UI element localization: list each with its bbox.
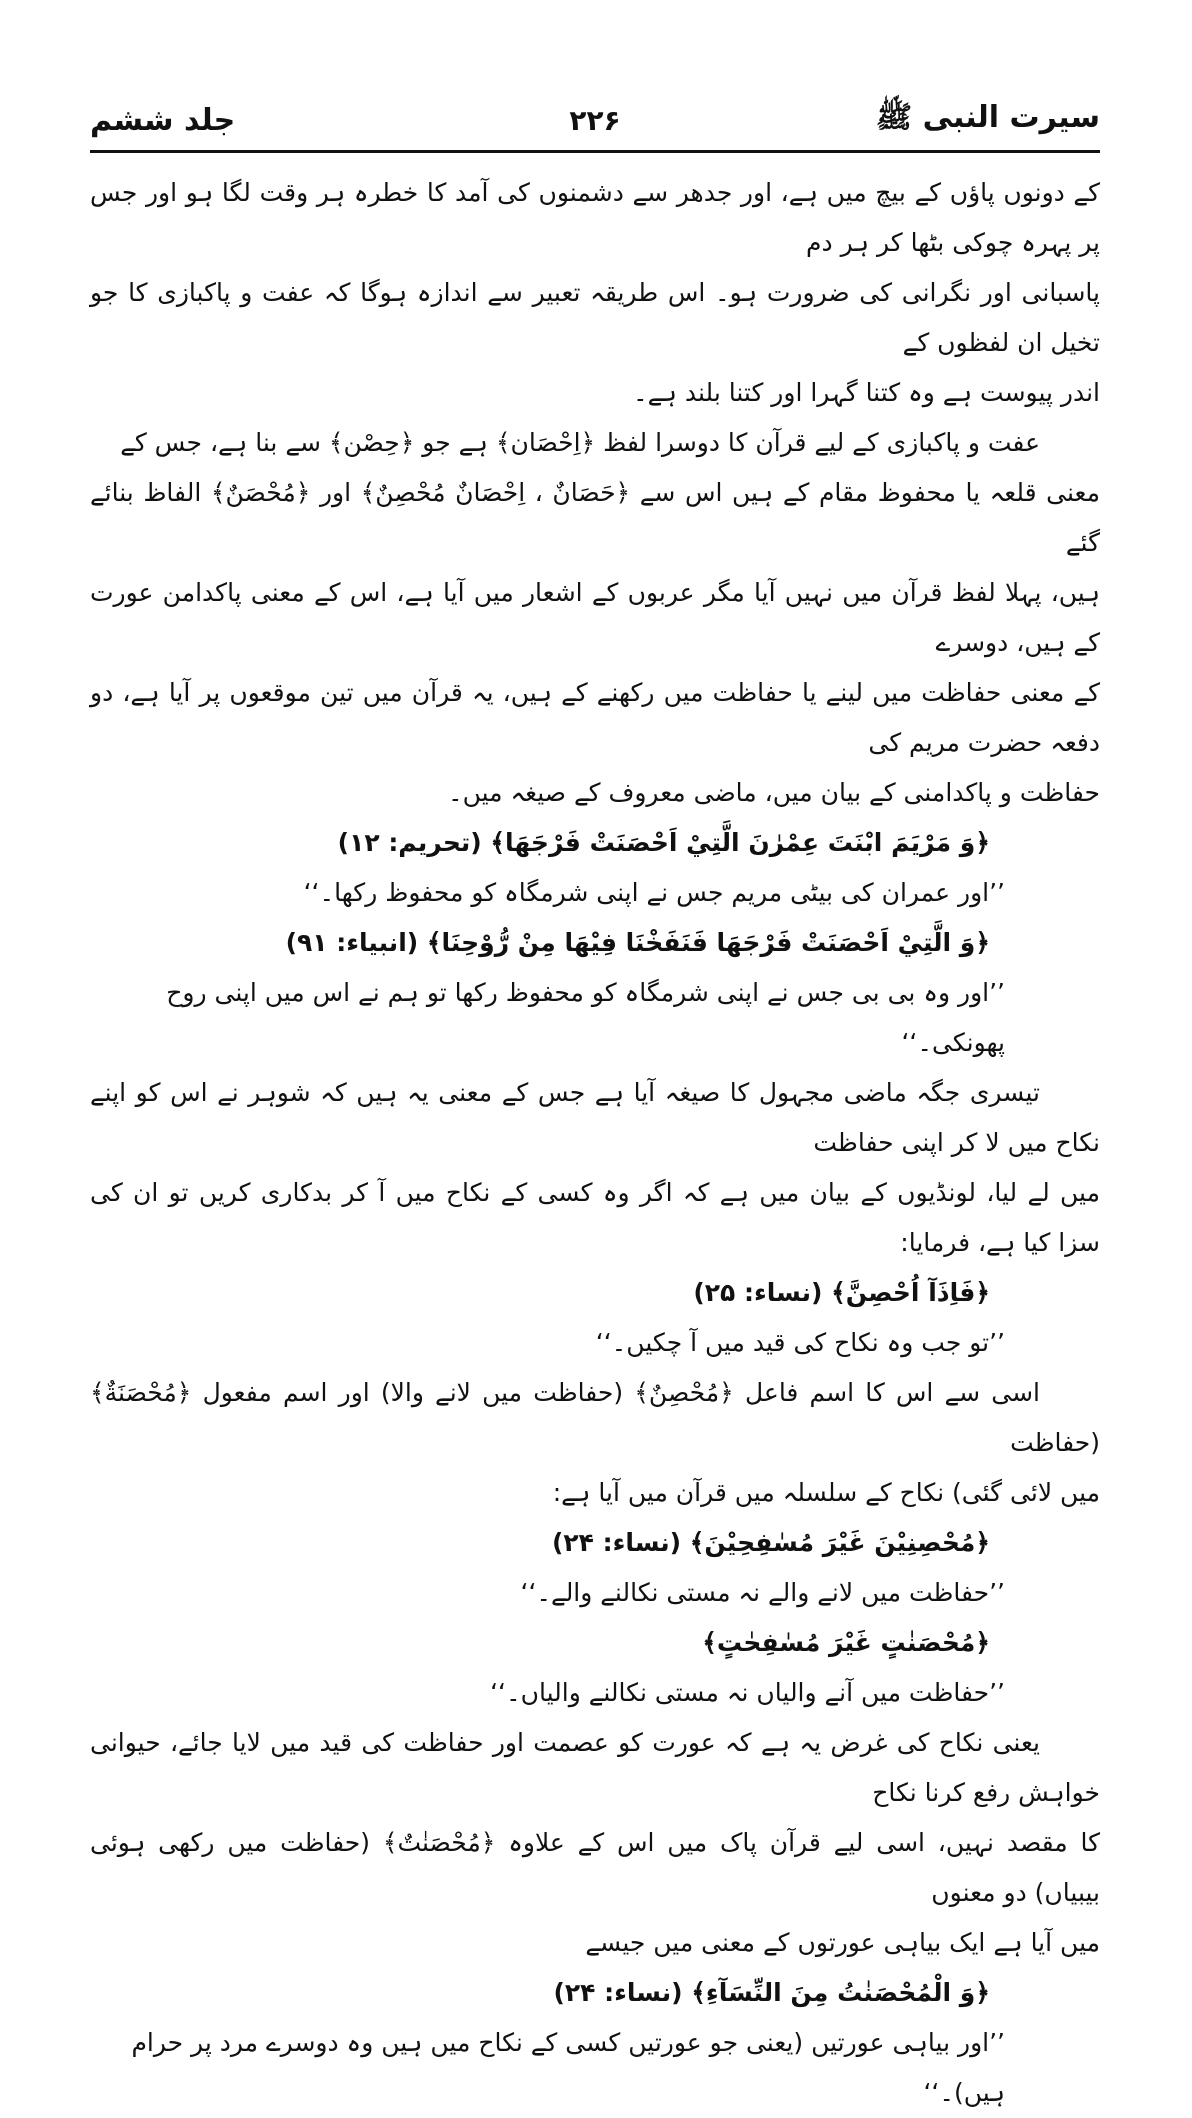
page-number: ۲۲۶: [569, 103, 621, 137]
quran-verse: ﴿وَ الْمُحْصَنٰتُ مِنَ النِّسَآءِ﴾ (نساء: ۲۴): [553, 1978, 990, 2007]
text-line: معنی قلعہ یا محفوظ مقام کے ہیں اس سے ﴿حَصَانٌ ، اِحْصَانٌ مُحْصِنٌ﴾ اور ﴿مُحْصَنٌ﴾ الفاظ بنائے گئے: [90, 478, 1100, 557]
verse-translation: ’’حفاظت میں آنے والیاں نہ مستی نکالنے والیاں۔‘‘: [490, 1678, 1005, 1707]
verse-translation: ’’حفاظت میں لانے والے نہ مستی نکالنے والے۔‘‘: [520, 1578, 1005, 1607]
page-body: [90, 168, 1100, 2118]
text-line: میں لائی گئی) نکاح کے سلسلہ میں قرآن میں آیا ہے:: [552, 1478, 1100, 1507]
text-line: میں لے لیا، لونڈیوں کے بیان میں ہے کہ اگر وہ کسی کے نکاح میں آ کر بدکاری کریں تو ان کی سزا کیا ہے، فرمایا:: [90, 1178, 1100, 1257]
quran-verse: ﴿مُحْصَنٰتٍ غَيْرَ مُسٰفِحٰتٍ﴾: [702, 1628, 990, 1657]
text-line: ہیں، پہلا لفظ قرآن میں نہیں آیا مگر عربوں کے اشعار میں آیا ہے، اس کے معنی پاکدامن عورت کے ہیں، دوسرے: [90, 578, 1100, 657]
header-rule: [90, 150, 1100, 153]
quran-verse: ﴿وَ الَّتِيْ اَحْصَنَتْ فَرْجَهَا فَنَفَخْنَا فِيْهَا مِنْ رُّوْحِنَا﴾ (انبیاء: ۹۱): [285, 928, 990, 957]
verse-translation: ’’اور وہ بی بی جس نے اپنی شرمگاہ کو محفوظ رکھا تو ہم نے اس میں اپنی روح پھونکی۔‘‘: [166, 978, 1005, 1057]
quran-verse: ﴿فَاِذَآ اُحْصِنَّ﴾ (نساء: ۲۵): [693, 1278, 990, 1307]
text-line: کے معنی حفاظت میں لینے یا حفاظت میں رکھنے کے ہیں، یہ قرآن میں تین موقعوں پر آیا ہے، دو دفعہ حضرت مریم کی: [90, 678, 1100, 757]
book-title: سیرت النبی ﷺ: [875, 99, 1100, 135]
text-line: حفاظت و پاکدامنی کے بیان میں، ماضی معروف کے صیغہ میں۔: [447, 778, 1100, 807]
text-line: پاسبانی اور نگرانی کی ضرورت ہو۔ اس طریقہ تعبیر سے اندازہ ہوگا کہ عفت و پاکبازی کا جو تخیل ان لفظوں کے: [90, 278, 1100, 357]
verse-translation: ’’اور بیاہی عورتیں (یعنی جو عورتیں کسی کے نکاح میں ہیں وہ دوسرے مرد پر حرام ہیں)۔‘‘: [131, 2028, 1005, 2107]
text-line: میں آیا ہے ایک بیاہی عورتوں کے معنی میں جیسے: [585, 1928, 1100, 1957]
page-header: [90, 100, 1100, 140]
text-line: کے دونوں پاؤں کے بیچ میں ہے، اور جدھر سے دشمنوں کی آمد کا خطرہ ہر وقت لگا ہو اور جس پر پہرہ چوکی بٹھا کر ہر دم: [90, 178, 1100, 257]
text-line: تیسری جگہ ماضی مجہول کا صیغہ آیا ہے جس کے معنی یہ ہیں کہ شوہر نے اس کو اپنے نکاح میں لا کر اپنی حفاظت: [90, 1078, 1100, 1157]
text-line: عفت و پاکبازی کے لیے قرآن کا دوسرا لفظ ﴿اِحْصَان﴾ ہے جو ﴿حِصْن﴾ سے بنا ہے، جس کے: [120, 428, 1040, 457]
verse-translation: ’’تو جب وہ نکاح کی قید میں آ چکیں۔‘‘: [595, 1328, 1005, 1357]
quran-verse: ﴿وَ مَرْيَمَ ابْنَتَ عِمْرٰنَ الَّتِيْ اَحْصَنَتْ فَرْجَهَا﴾ (تحریم: ۱۲): [337, 828, 990, 857]
verse-translation: ’’اور عمران کی بیٹی مریم جس نے اپنی شرمگاہ کو محفوظ رکھا۔‘‘: [303, 878, 1005, 907]
text-line: اندر پیوست ہے وہ کتنا گہرا اور کتنا بلند ہے۔: [633, 378, 1100, 407]
text-line: یعنی نکاح کی غرض یہ ہے کہ عورت کو عصمت اور حفاظت کی قید میں لایا جائے، حیوانی خواہش رفع کرنا نکاح: [90, 1728, 1100, 1807]
quran-verse: ﴿مُحْصِنِيْنَ غَيْرَ مُسٰفِحِيْنَ﴾ (نساء: ۲۴): [551, 1528, 990, 1557]
volume-label: جلد ششم: [90, 102, 236, 138]
text-line: اسی سے اس کا اسم فاعل ﴿مُحْصِنٌ﴾ (حفاظت میں لانے والا) اور اسم مفعول ﴿مُحْصَنَةٌ﴾ (حفاظت: [90, 1378, 1100, 1457]
text-line: کا مقصد نہیں، اسی لیے قرآن پاک میں اس کے علاوہ ﴿مُحْصَنٰتٌ﴾ (حفاظت میں رکھی ہوئی بیبیاں) دو معنوں: [90, 1828, 1100, 1907]
